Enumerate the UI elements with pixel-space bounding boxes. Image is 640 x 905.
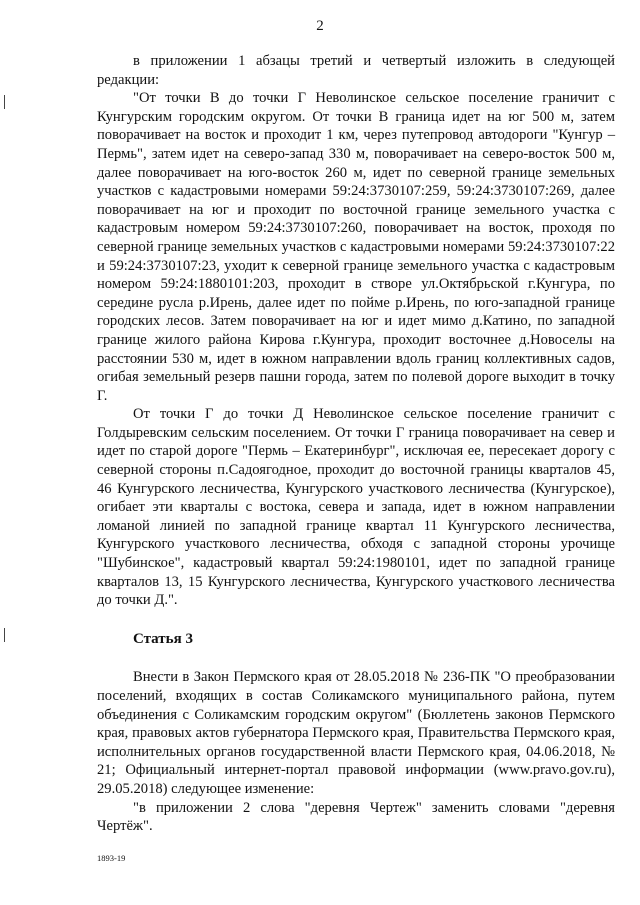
- footer-code: 1893-19: [97, 853, 126, 863]
- boundary-b-to-g-paragraph: "От точки В до точки Г Неволинское сельское поселение граничит с Кунгурским городским округом. От точки В граница идет на юг 500 м, затем поворачивает на восток и проходит 1 км, через путепровод автодороги "Кунгур – Пермь", затем идет на северо-запад 330 м, поворачивает на северо-восток 500 м, далее поворачивает на юго-восток 260 м, идет по северной границе земельных участков с кадастровыми номерами 59:24:3730107:259, 59:24:3730107:269, далее поворачивает на юг и проходит по восточной границе земельного участка с кадастровым номером 59:24:3730107:260, поворачивает на восток, проходя по северной границе земельных участков с кадастровыми номерами 59:24:3730107:22 и 59:24:3730107:23, уходит к северной границе земельного участка с кадастровым номером 59:24:1880101:203, проходит в створе ул.Октябрьской г.Кунгура, по середине русла р.Ирень, далее идет по пойме р.Ирень, по юго-западной границе городских лесов. Затем поворачивает на юг и идет мимо д.Катино, по западной границе жилого района Кирова г.Кунгура, проходит восточнее д.Новоселы на расстоянии 530 м, идет в южном направлении вдоль границ коллективных садов, огибая земельный резерв пашни города, затем по полевой дороге выходит в точку Г.: [97, 90, 615, 404]
- margin-mark-bottom: [4, 628, 5, 642]
- boundary-g-to-d-paragraph: От точки Г до точки Д Неволинское сельское поселение граничит с Голдыревским сельским поселением. От точки Г граница поворачивает на север и идет по старой дороге "Пермь – Екатеринбург", исключая ее, пересекает дорогу с северной стороны п.Садоягодное, проходит до восточной границы кварталов 45, 46 Кунгурского лесничества, Кунгурского участкового лесничества (Кунгурское), огибает эти кварталы с востока, севера и запада, идет в южном направлении ломаной линией по западной границе квартал 11 Кунгурского лесничества, Кунгурского участкового лесничества, обходя с западной стороны урочище "Шубинское", кадастровый квартал 59:24:1980101, идет по западной границе кварталов 13, 15 Кунгурского лесничества, Кунгурского участкового лесничества до точки Д.".: [97, 406, 615, 609]
- intro-paragraph: в приложении 1 абзацы третий и четвертый изложить в следующей редакции:: [97, 53, 615, 88]
- margin-mark-top: [4, 95, 5, 109]
- article-3-paragraph: Внести в Закон Пермского края от 28.05.2018 № 236-ПК "О преобразовании поселений, входящих в состав Соликамского муниципального района, путем объединения с Соликамским городским округом" (Бюллетень законов Пермского края, правовых актов губернатора Пермского края, Правительства Пермского края, исполнительных органов государственной власти Пермского края, 04.06.2018, № 21; Официальный интернет-портал правовой информации (www.pravo.gov.ru), 29.05.2018) следующее изменение:: [97, 669, 615, 797]
- page-number: 2: [316, 18, 324, 34]
- article-heading: Статья 3: [133, 630, 193, 647]
- change-paragraph: "в приложении 2 слова "деревня Чертеж" заменить словами "деревня Чертёж".: [97, 799, 615, 835]
- document-body: [97, 52, 615, 836]
